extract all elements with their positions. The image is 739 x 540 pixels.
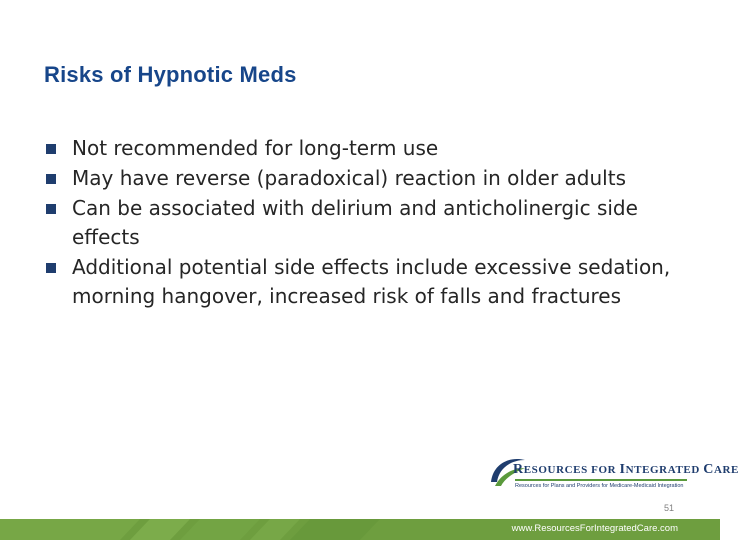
bullet-item — [44, 134, 674, 163]
square-bullet-icon — [46, 263, 56, 273]
logo-divider — [515, 479, 687, 481]
page-number: 51 — [664, 503, 675, 513]
logo-tagline: Resources for Plans and Providers for Medicare-Medicaid Integration — [515, 483, 684, 489]
resources-for-integrated-care-logo — [487, 452, 739, 498]
bullet-item — [44, 164, 674, 193]
square-bullet-icon — [46, 144, 56, 154]
square-bullet-icon — [46, 174, 56, 184]
bullet-list — [44, 134, 674, 312]
logo-wordmark: RESOURCES FOR INTEGRATED CARE — [513, 462, 739, 477]
bullet-text: Not recommended for long-term use — [72, 136, 439, 160]
bullet-text: Can be associated with delirium and anticholinergic side effects — [72, 196, 638, 249]
bullet-text: May have reverse (paradoxical) reaction in older adults — [72, 166, 626, 190]
bullet-item — [44, 253, 674, 311]
square-bullet-icon — [46, 204, 56, 214]
footer-url: www.ResourcesForIntegratedCare.com — [511, 523, 678, 534]
footer-band — [0, 519, 720, 540]
footer-stripes-decoration — [0, 519, 380, 540]
bullet-item — [44, 194, 674, 252]
bullet-text: Additional potential side effects include excessive sedation, morning hangover, increased risk of falls and fractures — [72, 255, 671, 308]
slide-title: Risks of Hypnotic Meds — [44, 62, 297, 87]
